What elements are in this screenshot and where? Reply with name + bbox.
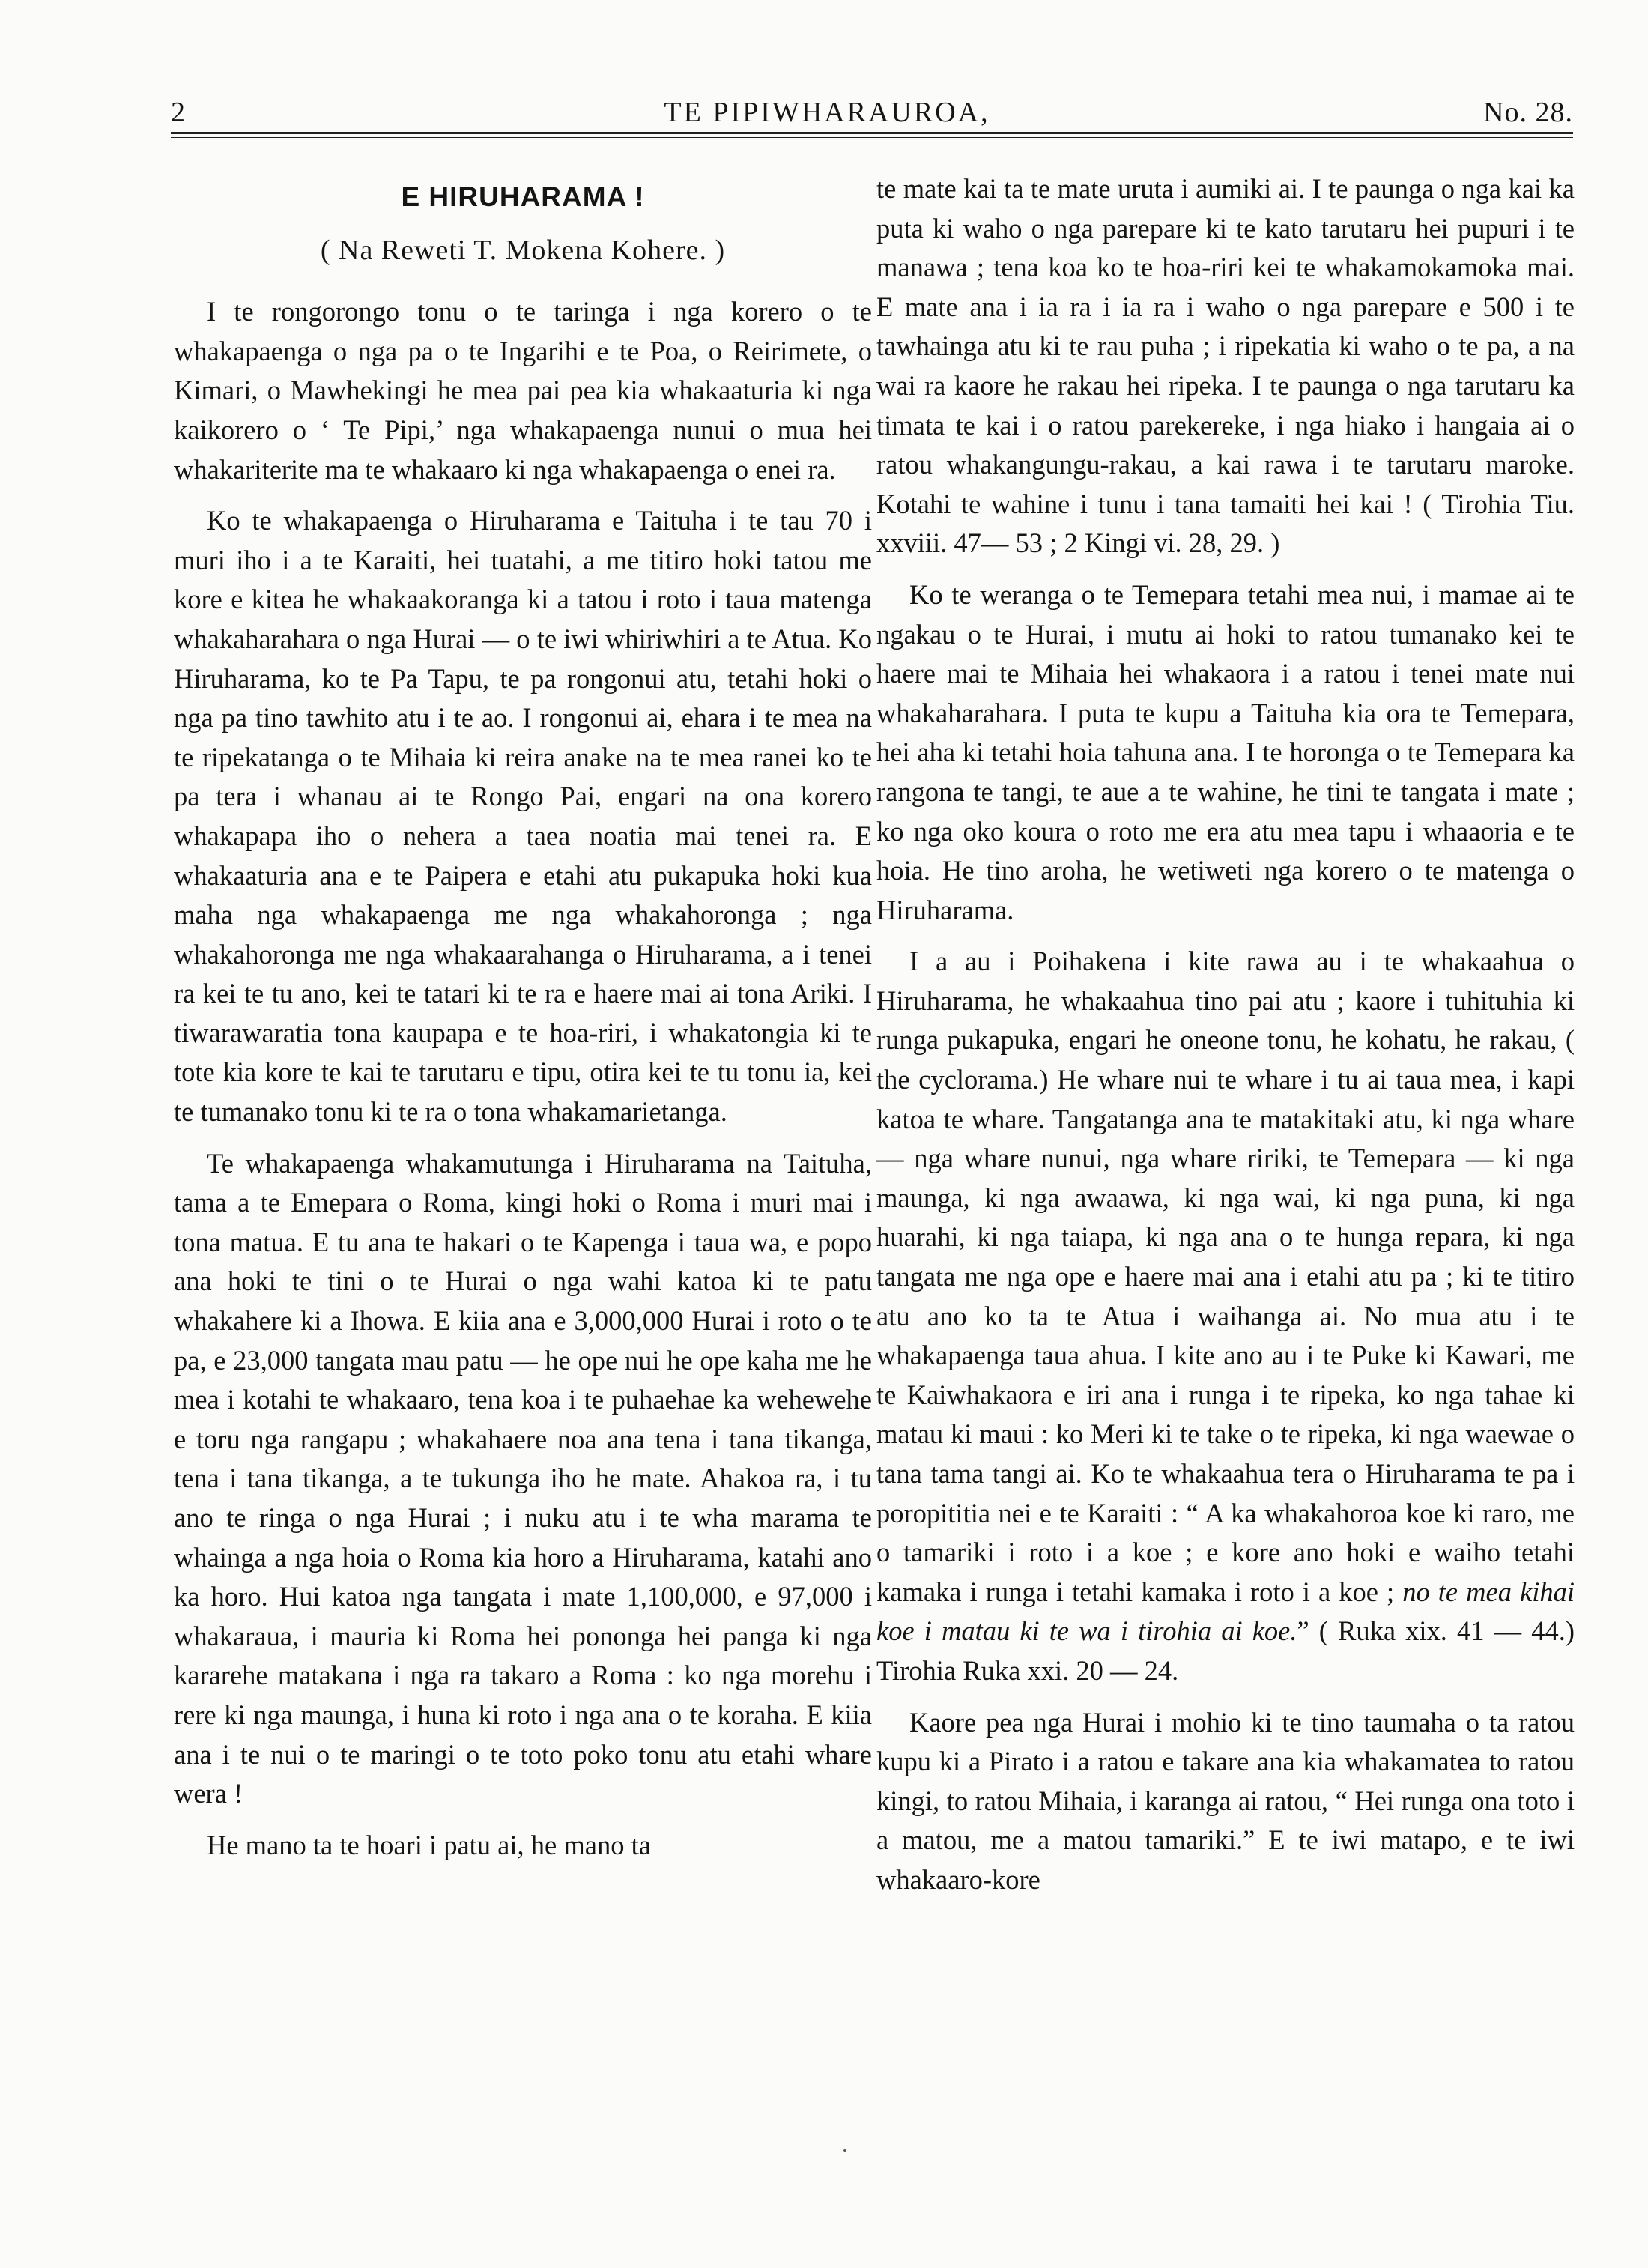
issue-number: No. 28. [1483,97,1573,128]
right-column [876,169,1575,2207]
paragraph: te mate kai ta te mate uruta i aumiki ai. I te paunga o nga kai ka puta ki waho o nga parepare ki te kato tarutaru hei pupuri i te manawa ; tena koa ko te hoa-riri kei te whakamokamoka mai. E mate ana i ia ra i ia ra i waho o nga parepare e 500 i te tawhainga atu ki te rau puha ; i ripekatia ki waho o te pa, a na wai ra kaore he rakau hei ripeka. I te paunga o nga tarutaru ka timata te kai i o ratou parekereke, i nga hiako i hangaia ai o ratou whakangungu-rakau, a kai rawa i te tarutaru maroke. Kotahi te wahine i tunu i tana tamaiti hei kai ! ( Tirohia Tiu. xxviii. 47— 53 ; 2 Kingi vi. 28, 29. ) [876,173,1575,559]
paragraph: I te rongorongo tonu o te taringa i nga korero o te whakapaenga o nga pa o te Ingarihi e te Poa, o Reirimete, o Kimari, o Mawhekingi he mea pai pea kia whakaaturia ki nga kaikorero o ‘ Te Pipi,’ nga whakapaenga nunui o mua hei whakariterite ma te whakaaro ki nga whakapaenga o enei ra. [174,296,872,485]
header-rule [171,132,1573,134]
paragraph: Ko te weranga o te Temepara tetahi mea nui, i mamae ai te ngakau o te Hurai, i mutu ai hoki to ratou tumanako kei te haere mai te Mihaia hei whakaora i a ratou i tenei mate nui whakaharahara. I puta te kupu a Taituha kia ora te Temepara, hei aha ki tetahi hoia tahuna ana. I te horonga o te Temepara ka rangona te tangi, te aue a te wahine, he tini te tangata i mate ; ko nga oko koura o roto me era atu mea tapu i whaaoria e te hoia. He tino aroha, he wetiweti nga korero o te matenga o Hiruharama. [876,578,1575,925]
paragraph: Te whakapaenga whakamutunga i Hiruharama na Taituha, tama a te Emepara o Roma, kingi hoki o Roma i muri mai i tona matua. E tu ana te hakari o te Kapenga i taua wa, e popo ana hoki te tini o te Hurai o nga wahi katoa ki te patu whakahere ki a Ihowa. E kiia ana e 3,000,000 Hurai i roto o te pa, e 23,000 tangata mau patu — he ope nui he ope kaha me he mea i kotahi te whakaaro, tena koa i te puhaehae ka wehewehe e toru nga rangapu ; whakahaere noa ana tena i tana tikanga, tena i tana tikanga, a te tukunga iho he mate. Ahakoa ra, i tu ano te ringa o nga Hurai ; i nuku atu i te wha marama te whainga a nga hoia o Roma kia horo a Hiruharama, katahi ano ka horo. Hui katoa nga tangata i mate 1,100,000, e 97,000 i whakaraua, i mauria ki Roma hei pononga hei panga ki nga kararehe matakana i nga ra takaro a Roma : ko nga morehu i rere ki nga maunga, i huna ki roto i nga ana o te koraha. E kiia ana i te nui o te maringi o te toto poko tonu atu etahi whare wera ! [174,1147,872,1809]
paragraph [876,942,1575,1690]
article-byline: ( Na Reweti T. Mokena Kohere. ) [320,234,726,266]
paragraph: Kaore pea nga Hurai i mohio ki te tino taumaha o ta ratou kupu ki a Pirato i a ratou e takare ana kia whakamatea to ratou kingi, to ratou Mihaia, i karanga ai ratou, “ Hei runga ona toto i a matou, me a matou tamariki.” E te iwi matapo, e te iwi whakaaro-kore [876,1706,1575,1895]
header-rule-thin [171,137,1573,138]
running-header [171,84,1573,129]
scripture-reference: ” ( Ruka xix. 41 — 44.) Tirohia Ruka xxi. 20 — 24. [876,1615,1575,1686]
newspaper-title: TE PIPIWHARAUROA, [664,97,990,128]
article-title: E HIRUHARAMA ! [401,181,645,212]
paragraph: He mano ta te hoari i patu ai, he mano ta [207,1829,651,1860]
paragraph-text: I a au i Poihakena i kite rawa au i te whakaahua o Hiruharama, he whakaahua tino pai atu ; kaore i tuhituhia ki runga pukapuka, engari he oneone tonu, he kohatu, he rakau, ( the cyclorama.) He whare nui te whare i tu ai taua mea, i kapi katoa te whare. Tangatanga ana te matakitaki atu, ki nga whare — nga whare nunui, nga whare ririki, te Temepara — ki nga maunga, ki nga awaawa, ki nga wai, ki nga puna, ki nga huarahi, ki nga taiapa, ki nga ana o te hunga repara, ki nga tangata me nga ope e haere mai ana i etahi atu pa ; ki te titiro atu ano ko ta te Atua i waihanga ai. No mua atu i te whakapaenga taua ahua. I kite ano au i te Puke ki Kawari, me te Kaiwhakaora e iri ana i runga i te ripeka, ko nga tahae ki matau ki maui : ko Meri ki te take o te ripeka, ki nga waewae o tana tama tangi ai. Ko te whakaahua tera o Hiruharama te pa i poropititia nei e te Karaiti : “ A ka whakahoroa koe ki raro, me o tamariki i roto i a koe ; e kore ano hoki e waiho tetahi kamaka i runga i tetahi kamaka i roto i a koe ; [876,946,1575,1607]
left-column [174,169,872,2207]
italic-quote: no te mea kihai koe i matau ki te wa i tirohia ai koe. [876,1576,1575,1647]
page-number: 2 [171,97,186,128]
paragraph: Ko te whakapaenga o Hiruharama e Taituha i te tau 70 i muri iho i a te Karaiti, hei tuatahi, a me titiro hoki tatou me kore e kitea he whakaakoranga ki a tatou i roto i taua matenga whakaharahara o nga Hurai — o te iwi whiriwhiri a te Atua. Ko Hiruharama, ko te Pa Tapu, te pa rongonui atu, tetahi hoki o nga pa tino tawhito atu i te ao. I rongonui ai, ehara i te mea na te ripekatanga o te Mihaia ki reira anake na te mea ranei ko te pa tera i whanau ai te Rongo Pai, engari na ona korero whakapapa iho o nehera a taea noatia mai tenei ra. E whakaaturia ana e te Paipera e etahi atu pukapuka hoki kua maha nga whakapaenga me nga whakahoronga ; nga whakahoronga me nga whakaarahanga o Hiruharama, a i tenei ra kei te tu ano, kei te tatari ki te ra e haere mai ai tona Ariki. I tiwarawaratia tona kaupapa e te hoa-riri, i whakatongia ki te tote kia kore te kai te tarutaru e tipu, otira kei te tu tonu ia, kei te tumanako tonu ki te ra o tona whakamarietanga. [174,505,872,1128]
print-speck [843,2149,846,2152]
